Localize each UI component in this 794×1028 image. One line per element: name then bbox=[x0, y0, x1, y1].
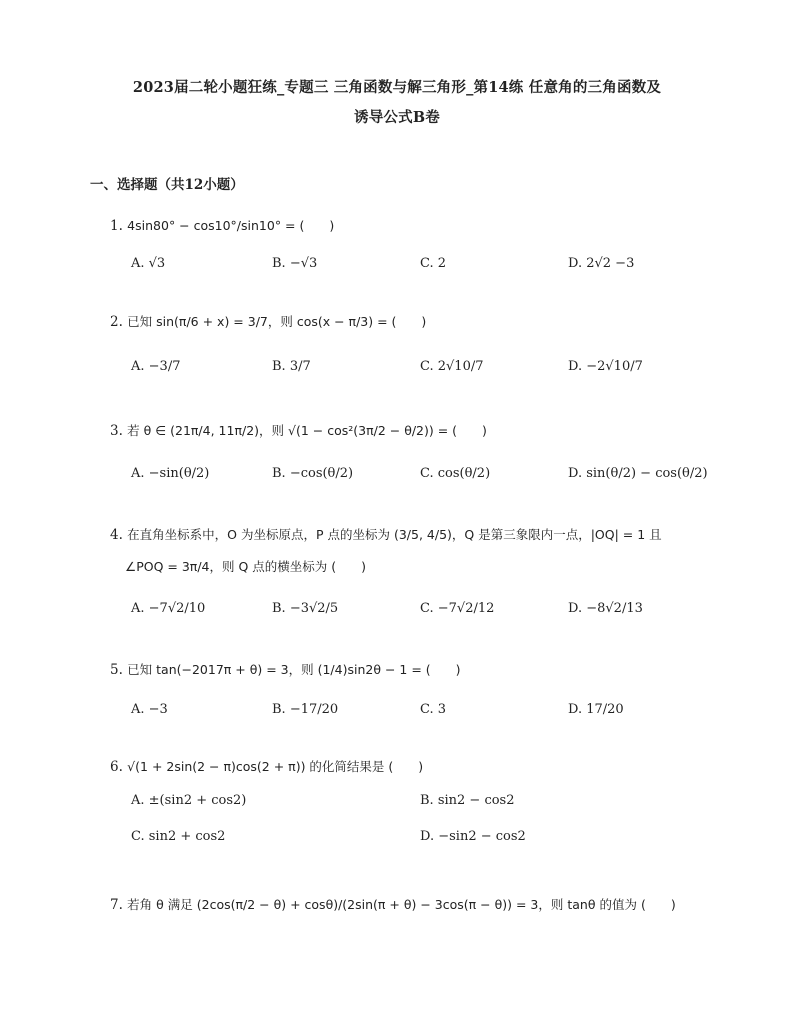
q3-option-b[interactable]: B. −cos(θ/2) bbox=[272, 466, 354, 481]
question-1: 1. 4sin80° − cos10°/sin10° = ( ) bbox=[110, 218, 335, 234]
doc-title-line-2: 诱导公式B卷 bbox=[354, 109, 440, 126]
q4-option-b[interactable]: B. −3√2/5 bbox=[272, 601, 339, 616]
q1-option-d[interactable]: D. 2√2 −3 bbox=[568, 256, 635, 271]
q2-option-a[interactable]: A. −3/7 bbox=[131, 359, 181, 374]
q1-option-b[interactable]: B. −√3 bbox=[272, 256, 318, 271]
question-4-stem-line-2: ∠POQ = 3π/4，则 Q 点的横坐标为 ( ) bbox=[125, 559, 366, 574]
q3-option-a[interactable]: A. −sin(θ/2) bbox=[131, 466, 210, 481]
q6-option-b[interactable]: B. sin2 − cos2 bbox=[420, 793, 515, 808]
q1-option-a[interactable]: A. √3 bbox=[131, 256, 166, 271]
q6-option-c[interactable]: C. sin2 + cos2 bbox=[131, 829, 226, 844]
section-heading: 一、选择题（共12小题） bbox=[90, 177, 244, 193]
q4-option-a[interactable]: A. −7√2/10 bbox=[131, 601, 206, 616]
question-7: 7. 若角 θ 满足 (2cos(π/2 − θ) + cosθ)/(2sin(π + θ) − 3cos(π − θ)) = 3，则 tanθ 的值为 ( ) bbox=[110, 897, 676, 913]
question-3: 3. 若 θ ∈ (21π/4, 11π/2)，则 √(1 − cos²(3π/2 − θ/2)) = ( ) bbox=[110, 423, 487, 439]
question-5-stem: 已知 tan(−2017π + θ) = 3，则 (1/4)sin2θ − 1 = ( ) bbox=[127, 662, 461, 677]
question-2-stem: 已知 sin(π/6 + x) = 3/7，则 cos(x − π/3) = ( ) bbox=[127, 314, 427, 329]
q2-option-c[interactable]: C. 2√10/7 bbox=[420, 359, 484, 374]
question-4-stem: 在直角坐标系中，O 为坐标原点，P 点的坐标为 (3/5, 4/5)，Q 是第三象限内一点，|OQ| = 1 且 bbox=[127, 527, 662, 542]
q4-option-c[interactable]: C. −7√2/12 bbox=[420, 601, 495, 616]
q4-option-d[interactable]: D. −8√2/13 bbox=[568, 601, 643, 616]
q5-option-d[interactable]: D. 17/20 bbox=[568, 702, 624, 717]
question-6-stem: √(1 + 2sin(2 − π)cos(2 + π)) 的化简结果是 ( ) bbox=[127, 759, 424, 774]
doc-title-line-1: 2023届二轮小题狂练_专题三 三角函数与解三角形_第14练 任意角的三角函数及 bbox=[132, 79, 662, 96]
q3-option-c[interactable]: C. cos(θ/2) bbox=[420, 466, 491, 481]
q6-option-a[interactable]: A. ±(sin2 + cos2) bbox=[131, 793, 247, 808]
q2-option-b[interactable]: B. 3/7 bbox=[272, 359, 311, 374]
question-4: 4. 在直角坐标系中，O 为坐标原点，P 点的坐标为 (3/5, 4/5)，Q 是第三象限内一点，|OQ| = 1 且 bbox=[110, 527, 662, 543]
question-7-stem: 若角 θ 满足 (2cos(π/2 − θ) + cosθ)/(2sin(π + θ) − 3cos(π − θ)) = 3，则 tanθ 的值为 ( ) bbox=[127, 897, 676, 912]
question-3-stem: 若 θ ∈ (21π/4, 11π/2)，则 √(1 − cos²(3π/2 − θ/2)) = ( ) bbox=[127, 423, 487, 438]
q5-option-b[interactable]: B. −17/20 bbox=[272, 702, 339, 717]
question-5: 5. 已知 tan(−2017π + θ) = 3，则 (1/4)sin2θ − 1 = ( ) bbox=[110, 662, 461, 678]
q1-option-c[interactable]: C. 2 bbox=[420, 256, 447, 271]
question-2: 2. 已知 sin(π/6 + x) = 3/7，则 cos(x − π/3) = ( ) bbox=[110, 314, 427, 330]
q5-option-a[interactable]: A. −3 bbox=[131, 702, 168, 717]
q5-option-c[interactable]: C. 3 bbox=[420, 702, 447, 717]
question-1-stem: 4sin80° − cos10°/sin10° = ( ) bbox=[127, 218, 335, 233]
question-6: 6. √(1 + 2sin(2 − π)cos(2 + π)) 的化简结果是 ( ) bbox=[110, 759, 424, 775]
q6-option-d[interactable]: D. −sin2 − cos2 bbox=[420, 829, 526, 844]
q3-option-d[interactable]: D. sin(θ/2) − cos(θ/2) bbox=[568, 466, 708, 481]
q2-option-d[interactable]: D. −2√10/7 bbox=[568, 359, 643, 374]
